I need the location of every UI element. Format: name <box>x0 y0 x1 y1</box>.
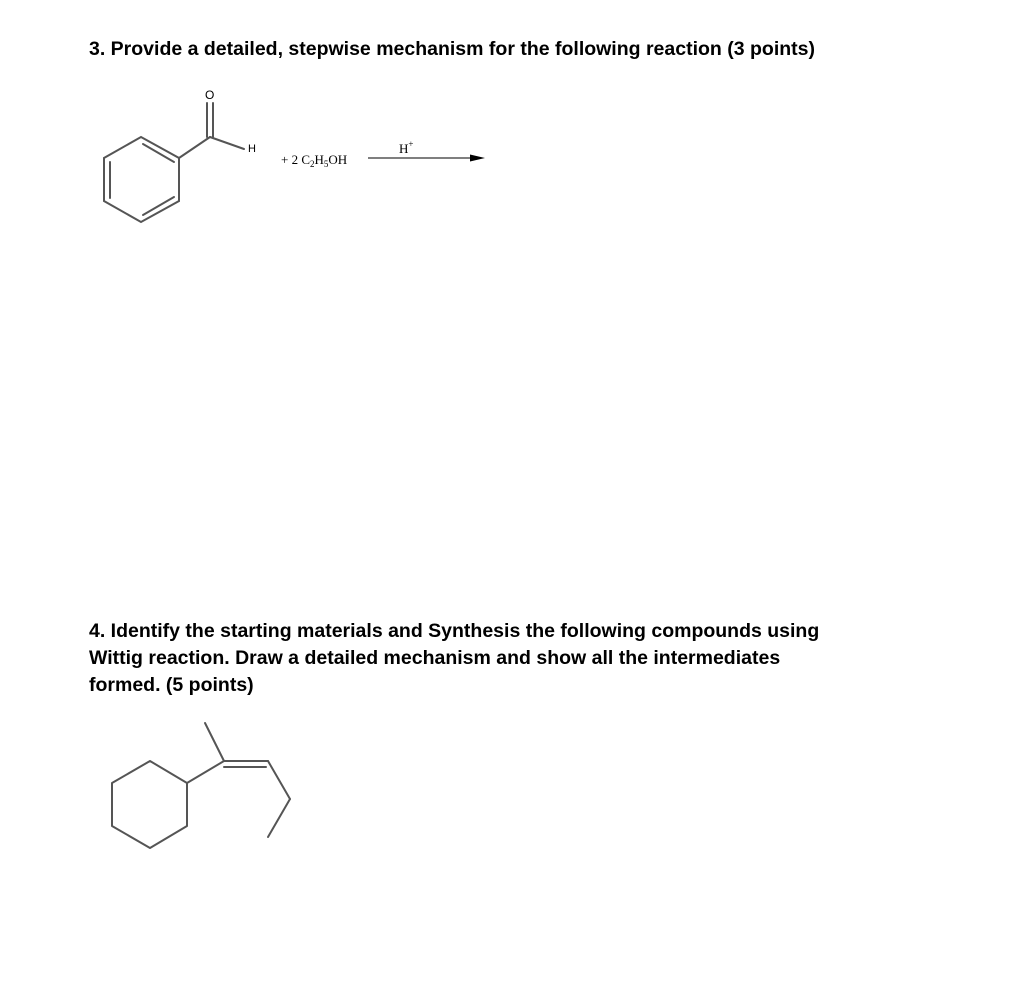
reaction-arrow <box>368 155 485 162</box>
acid-catalyst-label: H+ <box>399 139 414 156</box>
target-alkene-structure <box>0 0 320 880</box>
ring-to-alkene-bond <box>187 761 224 783</box>
ethyl-bond-1 <box>268 761 290 799</box>
cyclohexane-ring <box>112 761 187 848</box>
question-4-line: 4. Identify the starting materials and Synthesis the following compounds using <box>89 620 820 642</box>
ethyl-bond-2 <box>268 799 290 837</box>
reagent-ethanol-label: + 2 $C_2H_5OH$ <box>281 152 348 169</box>
question-4-line: Wittig reaction. Draw a detailed mechanism and show all the intermediates <box>89 647 781 669</box>
question-4-line: formed. (5 points) <box>89 674 254 696</box>
methyl-bond <box>205 723 224 761</box>
aldehyde-hydrogen-label: H <box>248 143 256 155</box>
carbonyl-oxygen-label: O <box>205 88 215 102</box>
question-3-title: 3. Provide a detailed, stepwise mechanism for the following reaction (3 points) <box>89 38 815 60</box>
